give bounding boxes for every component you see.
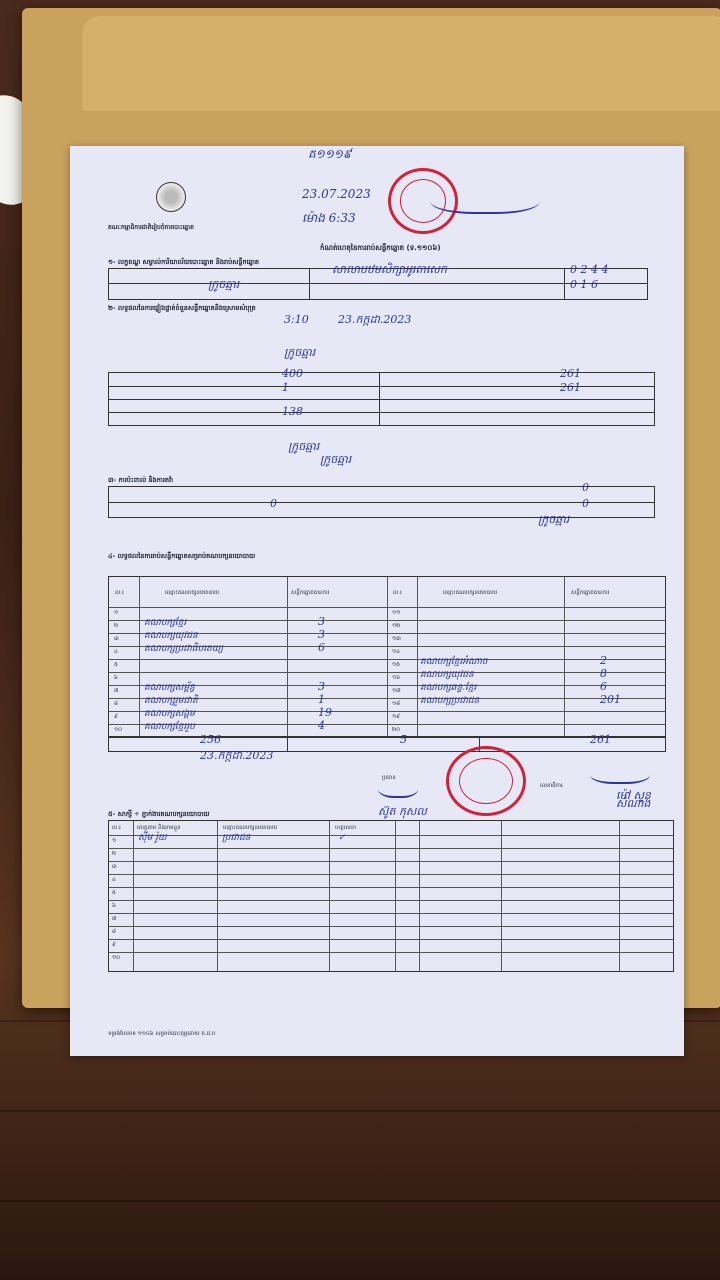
header-signature [430, 182, 540, 214]
witness-row-number: ១០ [112, 955, 121, 961]
party-row-number: ១១ [392, 610, 401, 616]
party-row-number: ១៦ [392, 675, 401, 681]
closing-date: 23.កក្កដា.2023 [200, 749, 274, 762]
complaints-count: 0 [270, 497, 277, 510]
party-votes: 4 [318, 719, 325, 732]
reference-number: គ១១១៩ [308, 147, 352, 161]
witness-header-sign: ហត្ថលេខា [335, 825, 356, 831]
party-row-number: ៩ [114, 714, 118, 720]
party-row-number: ១២ [392, 623, 401, 629]
party-name: គណបក្សប្រជាធិបតេយ្យ [144, 644, 224, 654]
district-code: 0 1 6 [570, 278, 598, 291]
station-name: សាលាបឋមសិក្សាអូរតាសេក [332, 263, 447, 276]
chairman-label: ប្រធាន [382, 775, 396, 781]
commune-ref: ក្រូចឆ្មារ [284, 346, 316, 359]
witness-row-number: ៤ [112, 877, 116, 883]
secretary-name: ម៉ៅ សួនសំណាង [616, 789, 651, 810]
envelope-flap [82, 16, 720, 111]
col-header-party-left: ឈ្មោះគណបក្សនយោបាយ [165, 590, 220, 596]
party-votes: 2 [600, 654, 607, 667]
party-row-number: ៧ [114, 688, 119, 694]
organization-name: គណៈកម្មាធិការជាតិរៀបចំការបោះឆ្នោត [108, 224, 194, 231]
witness-row-number: ៣ [112, 864, 117, 870]
header-time: ម៉ោង 6:33 [302, 211, 356, 225]
party-row-number: ១ [114, 610, 119, 616]
party-name: គណបក្សរួមជាតិ [144, 696, 198, 706]
party-name: គណបក្សប្រជាជន [420, 696, 480, 706]
unused-ballots: 138 [282, 405, 303, 418]
witness-row-number: ៥ [112, 890, 116, 896]
witness-header-name: គោត្តនាម និងនាមខ្លួន [137, 825, 181, 831]
nec-logo-icon [156, 182, 186, 212]
witness-row-number: ២ [112, 851, 117, 857]
form-footer: ទម្រង់បែបបទ ១១០៦ សម្រាប់បោះពុម្ពដោយ គ.ជ.ប [108, 1031, 216, 1037]
ballot-note-1: ក្រូចឆ្មារ [288, 440, 320, 453]
party-name: គណបក្សខ្មែររួប [144, 722, 195, 732]
spoiled-ballots: 1 [282, 381, 289, 394]
closing-stamp [446, 746, 526, 816]
party-row-number: ៦ [114, 675, 118, 681]
witness-row-number: ៧ [112, 916, 117, 922]
party-row-number: ១៨ [392, 701, 401, 707]
party-votes: 6 [318, 641, 325, 654]
box-time: 3:10 [284, 313, 309, 326]
party-row-number: ៨ [114, 701, 118, 707]
party-name: គណបក្សខ្មែរអំណាច [420, 657, 488, 667]
section-5-title: ៥- សាក្សី ÷ ភ្នាក់ងារគណបក្សនយោបាយ [108, 810, 210, 818]
grand-total: 261 [590, 733, 611, 746]
party-name: គណបក្សឆន្ទៈខ្មែរ [420, 683, 477, 693]
party-row-number: ១០ [114, 727, 123, 733]
party-row-number: ៤ [114, 649, 118, 655]
col-header-votes-left: សន្លឹកឆ្នោតបានការ [291, 590, 330, 596]
col-header-party-right: ឈ្មោះគណបក្សនយោបាយ [443, 590, 498, 596]
party-votes: 3 [318, 615, 325, 628]
party-row-number: ១៩ [392, 714, 401, 720]
disputes-count-b: 0 [582, 497, 589, 510]
ballot-note-2: ក្រូចឆ្មារ [320, 453, 352, 466]
witness-header-party: ឈ្មោះគណបក្សនយោបាយ [223, 825, 278, 831]
party-row-number: ៥ [114, 662, 118, 668]
party-name: គណបក្សសម្ព័ន្ធ [144, 683, 195, 693]
station-code: 0 2 4 4 [570, 263, 609, 276]
party-votes: 3 [318, 680, 325, 693]
total-valid: 256 [200, 733, 221, 746]
valid-total: 261 [560, 381, 581, 394]
party-votes: 1 [318, 693, 325, 706]
secretary-signature [590, 762, 650, 784]
party-votes: 3 [318, 628, 325, 641]
party-row-number: ២០ [392, 727, 401, 733]
chairman-signature [378, 776, 418, 798]
disputes-count-a: 0 [582, 481, 589, 494]
witness-row-number: ១ [112, 838, 117, 844]
witness-row-number: ៦ [112, 903, 116, 909]
witness-row-number: ៨ [112, 929, 116, 935]
col-header-votes-right: សន្លឹកឆ្នោតបានការ [571, 590, 610, 596]
voted-count: 261 [560, 367, 581, 380]
invalid-total: 5 [400, 733, 407, 746]
count-result-form [70, 146, 684, 1056]
party-votes: 8 [600, 667, 607, 680]
witness-row-number: ៩ [112, 942, 116, 948]
witness-header-no: ល.រ [112, 825, 121, 831]
col-header-no-left: ល.រ [115, 590, 124, 596]
chairman-name: ស៊ូត កុសល [378, 805, 427, 818]
disputes-box [108, 481, 655, 518]
witness-party: ប្រជាជន [222, 833, 251, 843]
party-name: គណបក្សសង្គម [144, 709, 195, 719]
party-name: គណបក្សយុវជន [144, 631, 198, 641]
party-row-number: ១៧ [392, 688, 401, 694]
col-header-no-right: ល.រ [393, 590, 402, 596]
header-date: 23.07.2023 [302, 187, 371, 201]
party-votes: 201 [600, 693, 621, 706]
party-row-number: ១៤ [392, 649, 401, 655]
witness-table [108, 820, 674, 972]
section-3-note: ក្រូចឆ្មារ [538, 513, 570, 526]
party-row-number: ១៣ [392, 636, 401, 642]
party-name: គណបក្សយុវជន [420, 670, 474, 680]
party-row-number: ១៥ [392, 662, 401, 668]
form-title: កំណត់ហេតុនៃការរាប់សន្លឹកឆ្នោត (ទ.១១០៦) [320, 244, 441, 252]
witness-name: ស៊ីម រ៉ូយ [138, 833, 167, 843]
witness-sign: ✓ [338, 833, 346, 843]
totals-row [108, 733, 666, 752]
party-row-number: ៣ [114, 636, 119, 642]
commune-name: ក្រូចឆ្មារ [208, 278, 240, 291]
secretary-label: លេខាធិការ [540, 783, 563, 789]
section-2-title: ២- លទ្ធផលនៃការផ្ទៀងផ្ទាត់ចំនួនសន្លឹកឆ្នោតនិងស្រោមសំបុត្រ [108, 304, 256, 312]
section-1-title: ១- លក្ខខណ្ឌ សម្គាល់ការិយាល័យបោះឆ្នោត និងរាប់សន្លឹកឆ្នោត [108, 258, 260, 266]
section-3-title: ៣- ការប៉ះពាល់ និងការតវ៉ា [108, 476, 174, 484]
section-4-title: ៤- លទ្ធផលនៃការរាប់សន្លឹកឆ្នោតសម្រាប់គណបក្សនយោបាយ [108, 552, 256, 560]
party-name: គណបក្សខ្មែរ [144, 618, 187, 628]
box-date: 23.កក្កដា.2023 [338, 313, 412, 326]
registered-voters: 400 [282, 367, 303, 380]
party-votes: 6 [600, 680, 607, 693]
party-row-number: ២ [114, 623, 119, 629]
party-votes: 19 [318, 706, 332, 719]
